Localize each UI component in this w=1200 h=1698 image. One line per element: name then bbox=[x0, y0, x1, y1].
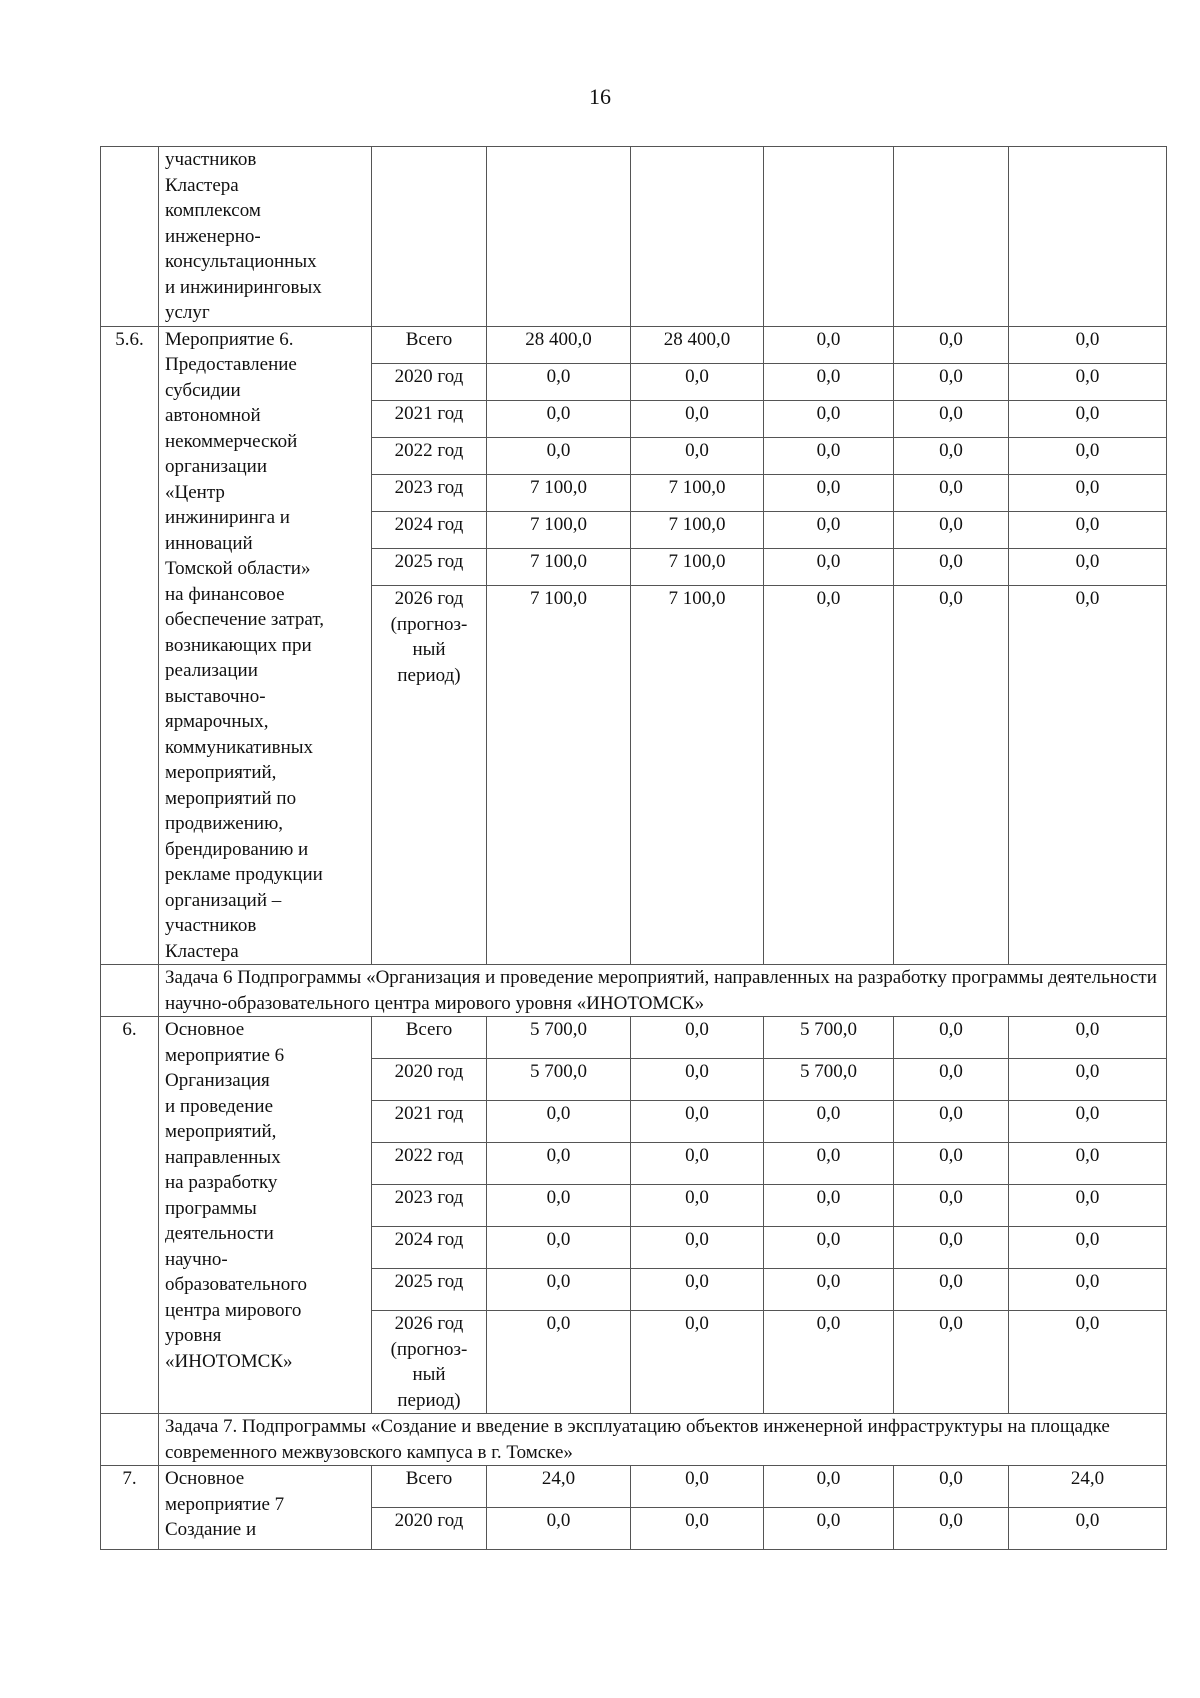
task-row bbox=[101, 965, 1167, 1017]
value-cell: 7 100,0 bbox=[487, 512, 631, 549]
value-cell bbox=[764, 147, 894, 327]
value-cell: 0,0 bbox=[1009, 1227, 1167, 1269]
value-cell: 0,0 bbox=[487, 1508, 631, 1550]
value-cell: 0,0 bbox=[764, 1466, 894, 1508]
value-cell: 0,0 bbox=[1009, 363, 1167, 400]
value-cell: 7 100,0 bbox=[487, 475, 631, 512]
value-cell: 0,0 bbox=[894, 1227, 1009, 1269]
value-cell: 0,0 bbox=[631, 1185, 764, 1227]
value-cell: 0,0 bbox=[894, 1143, 1009, 1185]
value-cell: 0,0 bbox=[764, 475, 894, 512]
year-label: 2024 год bbox=[372, 512, 487, 549]
value-cell: 0,0 bbox=[764, 1311, 894, 1414]
value-cell: 7 100,0 bbox=[631, 475, 764, 512]
year-label: Всего bbox=[372, 326, 487, 363]
year-label: 2020 год bbox=[372, 363, 487, 400]
table-row bbox=[101, 1466, 1167, 1508]
activity-name: Основное мероприятие 6 Организация и проведение мероприятий, направленных на разработку программы деятельности научно- образовательного центра мирового уровня «ИНОТОМСК» bbox=[159, 1017, 372, 1414]
value-cell: 0,0 bbox=[631, 1508, 764, 1550]
value-cell: 0,0 bbox=[631, 437, 764, 474]
value-cell: 0,0 bbox=[1009, 1269, 1167, 1311]
value-cell bbox=[631, 147, 764, 327]
value-cell: 0,0 bbox=[1009, 1185, 1167, 1227]
value-cell: 0,0 bbox=[894, 586, 1009, 965]
value-cell: 0,0 bbox=[631, 1269, 764, 1311]
value-cell: 0,0 bbox=[764, 1143, 894, 1185]
value-cell: 0,0 bbox=[1009, 1508, 1167, 1550]
year-label: Всего bbox=[372, 1466, 487, 1508]
value-cell: 0,0 bbox=[1009, 1311, 1167, 1414]
value-cell: 0,0 bbox=[894, 1185, 1009, 1227]
activity-name: Мероприятие 6. Предоставление субсидии автономной некоммерческой организации «Центр инжиниринга и инноваций Томской области» на финансовое обеспечение затрат, возникающих при реализации выставочно- ярмарочных, коммуникативных мероприятий, мероприятий по продвижению, брендированию и рекламе продукции организаций – участников Кластера bbox=[159, 326, 372, 965]
value-cell: 0,0 bbox=[764, 1227, 894, 1269]
value-cell: 0,0 bbox=[894, 1101, 1009, 1143]
value-cell: 0,0 bbox=[487, 1143, 631, 1185]
value-cell: 0,0 bbox=[764, 512, 894, 549]
value-cell: 0,0 bbox=[764, 400, 894, 437]
value-cell: 0,0 bbox=[631, 1101, 764, 1143]
row-number bbox=[101, 147, 159, 327]
value-cell: 0,0 bbox=[631, 1227, 764, 1269]
budget-table bbox=[100, 146, 1167, 1550]
value-cell: 0,0 bbox=[764, 363, 894, 400]
task-heading: Задача 7. Подпрограммы «Создание и введение в эксплуатацию объектов инженерной инфраструктуры на площадке современного межвузовского кампуса в г. Томске» bbox=[159, 1414, 1167, 1466]
table-row bbox=[101, 326, 1167, 363]
value-cell: 0,0 bbox=[1009, 1017, 1167, 1059]
value-cell: 0,0 bbox=[631, 1311, 764, 1414]
task-heading: Задача 6 Подпрограммы «Организация и проведение мероприятий, направленных на разработку программы деятельности научно-образовательного центра мирового уровня «ИНОТОМСК» bbox=[159, 965, 1167, 1017]
value-cell: 0,0 bbox=[1009, 437, 1167, 474]
value-cell: 0,0 bbox=[487, 1269, 631, 1311]
year-label: 2022 год bbox=[372, 437, 487, 474]
value-cell: 0,0 bbox=[894, 437, 1009, 474]
year-label: 2025 год bbox=[372, 1269, 487, 1311]
value-cell: 0,0 bbox=[487, 1185, 631, 1227]
value-cell: 0,0 bbox=[764, 586, 894, 965]
table-row bbox=[101, 147, 1167, 327]
row-number: 5.6. bbox=[101, 326, 159, 965]
value-cell: 0,0 bbox=[487, 437, 631, 474]
value-cell: 0,0 bbox=[894, 1466, 1009, 1508]
value-cell: 0,0 bbox=[1009, 549, 1167, 586]
value-cell: 5 700,0 bbox=[487, 1059, 631, 1101]
value-cell: 0,0 bbox=[894, 549, 1009, 586]
value-cell: 0,0 bbox=[894, 512, 1009, 549]
value-cell: 0,0 bbox=[1009, 400, 1167, 437]
value-cell: 0,0 bbox=[894, 363, 1009, 400]
activity-name: Основное мероприятие 7 Создание и bbox=[159, 1466, 372, 1550]
page-number: 16 bbox=[589, 84, 611, 109]
value-cell bbox=[1009, 147, 1167, 327]
value-cell: 0,0 bbox=[1009, 586, 1167, 965]
activity-name: участников Кластера комплексом инженерно- консультационных и инжиниринговых услуг bbox=[159, 147, 372, 327]
year-label: 2024 год bbox=[372, 1227, 487, 1269]
year-label: 2023 год bbox=[372, 475, 487, 512]
value-cell: 28 400,0 bbox=[631, 326, 764, 363]
value-cell: 0,0 bbox=[894, 1017, 1009, 1059]
value-cell: 5 700,0 bbox=[487, 1017, 631, 1059]
value-cell: 5 700,0 bbox=[764, 1017, 894, 1059]
value-cell: 0,0 bbox=[894, 1059, 1009, 1101]
value-cell: 0,0 bbox=[1009, 512, 1167, 549]
value-cell: 7 100,0 bbox=[631, 549, 764, 586]
year-label: 2020 год bbox=[372, 1059, 487, 1101]
value-cell: 0,0 bbox=[894, 326, 1009, 363]
year-label: 2026 год (прогноз- ный период) bbox=[372, 1311, 487, 1414]
value-cell: 0,0 bbox=[764, 1508, 894, 1550]
year-label: 2020 год bbox=[372, 1508, 487, 1550]
value-cell: 0,0 bbox=[764, 1269, 894, 1311]
value-cell: 7 100,0 bbox=[487, 549, 631, 586]
task-row bbox=[101, 1414, 1167, 1466]
value-cell: 0,0 bbox=[764, 326, 894, 363]
value-cell: 0,0 bbox=[487, 1311, 631, 1414]
year-label: 2026 год (прогноз- ный период) bbox=[372, 586, 487, 965]
value-cell: 0,0 bbox=[487, 1101, 631, 1143]
value-cell: 0,0 bbox=[894, 400, 1009, 437]
table-row bbox=[101, 1017, 1167, 1059]
value-cell: 0,0 bbox=[631, 1143, 764, 1185]
value-cell: 0,0 bbox=[631, 363, 764, 400]
year-label: 2025 год bbox=[372, 549, 487, 586]
value-cell: 24,0 bbox=[1009, 1466, 1167, 1508]
year-label: Всего bbox=[372, 1017, 487, 1059]
value-cell: 0,0 bbox=[764, 1185, 894, 1227]
value-cell: 0,0 bbox=[631, 1017, 764, 1059]
value-cell: 0,0 bbox=[631, 1059, 764, 1101]
value-cell: 0,0 bbox=[631, 400, 764, 437]
row-number: 6. bbox=[101, 1017, 159, 1414]
row-number-cell bbox=[101, 1414, 159, 1466]
value-cell: 28 400,0 bbox=[487, 326, 631, 363]
value-cell: 0,0 bbox=[487, 363, 631, 400]
year-label: 2022 год bbox=[372, 1143, 487, 1185]
value-cell: 0,0 bbox=[764, 1101, 894, 1143]
year-label bbox=[372, 147, 487, 327]
value-cell: 0,0 bbox=[487, 400, 631, 437]
value-cell: 0,0 bbox=[894, 475, 1009, 512]
value-cell: 0,0 bbox=[1009, 475, 1167, 512]
value-cell: 7 100,0 bbox=[487, 586, 631, 965]
value-cell: 5 700,0 bbox=[764, 1059, 894, 1101]
value-cell: 0,0 bbox=[487, 1227, 631, 1269]
value-cell: 0,0 bbox=[1009, 1101, 1167, 1143]
value-cell bbox=[487, 147, 631, 327]
value-cell: 0,0 bbox=[764, 437, 894, 474]
value-cell bbox=[894, 147, 1009, 327]
value-cell: 7 100,0 bbox=[631, 512, 764, 549]
value-cell: 0,0 bbox=[1009, 1143, 1167, 1185]
value-cell: 0,0 bbox=[764, 549, 894, 586]
value-cell: 0,0 bbox=[1009, 1059, 1167, 1101]
row-number: 7. bbox=[101, 1466, 159, 1550]
value-cell: 7 100,0 bbox=[631, 586, 764, 965]
value-cell: 0,0 bbox=[1009, 326, 1167, 363]
value-cell: 0,0 bbox=[894, 1508, 1009, 1550]
year-label: 2021 год bbox=[372, 1101, 487, 1143]
value-cell: 0,0 bbox=[894, 1311, 1009, 1414]
value-cell: 0,0 bbox=[631, 1466, 764, 1508]
row-number-cell bbox=[101, 965, 159, 1017]
value-cell: 0,0 bbox=[894, 1269, 1009, 1311]
value-cell: 24,0 bbox=[487, 1466, 631, 1508]
year-label: 2023 год bbox=[372, 1185, 487, 1227]
year-label: 2021 год bbox=[372, 400, 487, 437]
